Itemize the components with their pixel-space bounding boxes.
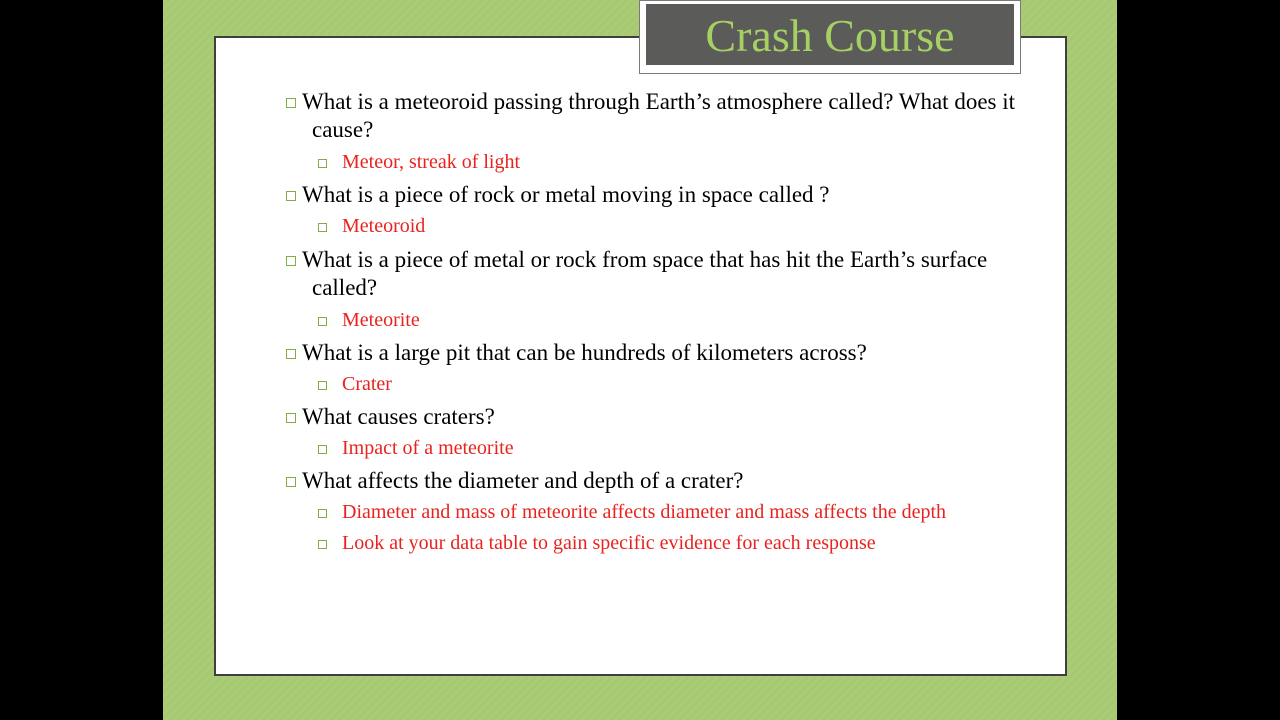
content-panel — [214, 36, 1067, 676]
question-2 — [258, 181, 1058, 209]
question-3 — [258, 246, 1058, 302]
question-4 — [258, 339, 1058, 367]
slide — [163, 0, 1117, 720]
answer-1-text: Meteor, streak of light — [342, 151, 521, 173]
bullet-square-icon — [286, 477, 296, 487]
title-banner — [639, 0, 1021, 74]
bullet-square-icon — [286, 256, 296, 266]
bullet-square-icon — [318, 509, 327, 518]
bullet-square-icon — [318, 540, 327, 549]
question-2-text: What is a piece of rock or metal moving in space called ? — [302, 182, 830, 207]
bullet-square-icon — [318, 223, 327, 232]
bullet-square-icon — [318, 317, 327, 326]
question-4-text: What is a large pit that can be hundreds of kilometers across? — [302, 340, 867, 365]
question-5 — [258, 403, 1058, 431]
bullet-square-icon — [318, 381, 327, 390]
answer-6a-text: Diameter and mass of meteorite affects diameter and mass affects the depth — [342, 501, 947, 523]
question-1-text: What is a meteoroid passing through Earth’s atmosphere called? What does it cause? — [302, 89, 1016, 142]
answer-1 — [258, 150, 1058, 174]
answer-3 — [258, 308, 1058, 332]
answer-4-text: Crater — [342, 373, 392, 395]
answer-2 — [258, 214, 1058, 238]
question-1 — [258, 88, 1058, 144]
bullet-square-icon — [286, 98, 296, 108]
bullet-square-icon — [286, 191, 296, 201]
bullet-square-icon — [286, 349, 296, 359]
bullet-square-icon — [318, 445, 327, 454]
bullet-square-icon — [286, 413, 296, 423]
answer-6a — [258, 500, 1058, 524]
question-5-text: What causes craters? — [302, 404, 495, 429]
answer-5-text: Impact of a meteorite — [342, 437, 514, 459]
question-6-text: What affects the diameter and depth of a crater? — [302, 468, 744, 493]
answer-6b-text: Look at your data table to gain specific evidence for each response — [342, 532, 876, 554]
answer-4 — [258, 372, 1058, 396]
title-banner-inner — [646, 4, 1014, 65]
answer-2-text: Meteoroid — [342, 215, 426, 237]
question-3-text: What is a piece of metal or rock from space that has hit the Earth’s surface called? — [302, 247, 988, 300]
answer-5 — [258, 436, 1058, 460]
answer-6b — [258, 531, 1058, 555]
slide-title: Crash Course — [705, 9, 955, 61]
answer-3-text: Meteorite — [342, 309, 420, 331]
question-6 — [258, 467, 1058, 495]
bullet-square-icon — [318, 159, 327, 168]
